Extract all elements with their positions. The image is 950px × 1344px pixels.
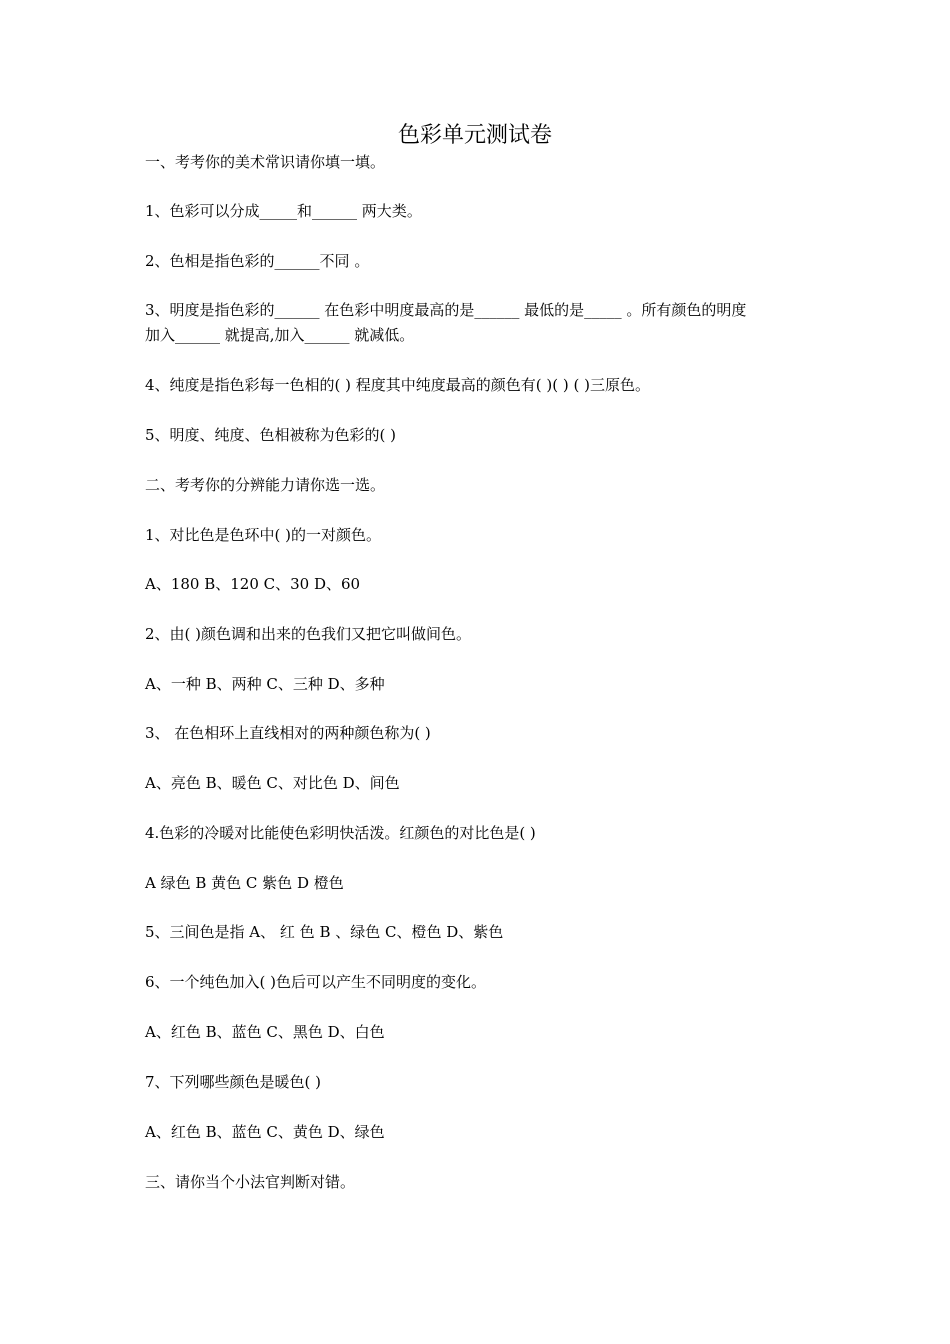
question-line: 7、下列哪些颜色是暖色( ) bbox=[145, 1073, 322, 1091]
question-line: 1、对比色是色环中( )的一对颜色。 bbox=[145, 526, 382, 544]
question-line: 4、纯度是指色彩每一色相的( ) 程度其中纯度最高的颜色有( )( ) ( )三原色。 bbox=[145, 376, 650, 394]
question-line: 2、由( )颜色调和出来的色我们又把它叫做间色。 bbox=[145, 625, 472, 643]
page-title: 色彩单元测试卷 bbox=[397, 123, 552, 148]
answer-options: A 绿色 B 黄色 C 紫色 D 橙色 bbox=[145, 874, 344, 892]
section-heading: 二、考考你的分辨能力请你选一选。 bbox=[145, 476, 386, 494]
question-line: 3、明度是指色彩的______ 在色彩中明度最高的是______ 最低的是_____ 。所有颜色的明度 bbox=[145, 301, 747, 319]
question-line: 加入______ 就提高,加入______ 就减低。 bbox=[145, 326, 415, 344]
question-line: 4.色彩的冷暖对比能使色彩明快活泼。红颜色的对比色是( ) bbox=[145, 824, 536, 842]
answer-options: A、一种 B、两种 C、三种 D、多种 bbox=[145, 675, 385, 693]
question-line: 2、色相是指色彩的______不同 。 bbox=[145, 252, 370, 270]
answer-options: A、亮色 B、暖色 C、对比色 D、间色 bbox=[145, 774, 400, 792]
question-line: 6、一个纯色加入( )色后可以产生不同明度的变化。 bbox=[145, 973, 487, 991]
question-line: 5、明度、纯度、色相被称为色彩的( ) bbox=[145, 426, 397, 444]
answer-options: A、红色 B、蓝色 C、黑色 D、白色 bbox=[145, 1023, 385, 1041]
question-line: 3、 在色相环上直线相对的两种颜色称为( ) bbox=[145, 724, 431, 742]
section-heading: 三、请你当个小法官判断对错。 bbox=[145, 1173, 356, 1191]
answer-options: A、红色 B、蓝色 C、黄色 D、绿色 bbox=[145, 1123, 385, 1141]
answer-options: A、180 B、120 C、30 D、60 bbox=[145, 575, 361, 593]
question-line: 5、三间色是指 A、 红 色 B 、绿色 C、橙色 D、紫色 bbox=[145, 923, 504, 941]
question-line: 1、色彩可以分成_____和______ 两大类。 bbox=[145, 202, 422, 220]
section-heading: 一、考考你的美术常识请你填一填。 bbox=[145, 153, 386, 171]
